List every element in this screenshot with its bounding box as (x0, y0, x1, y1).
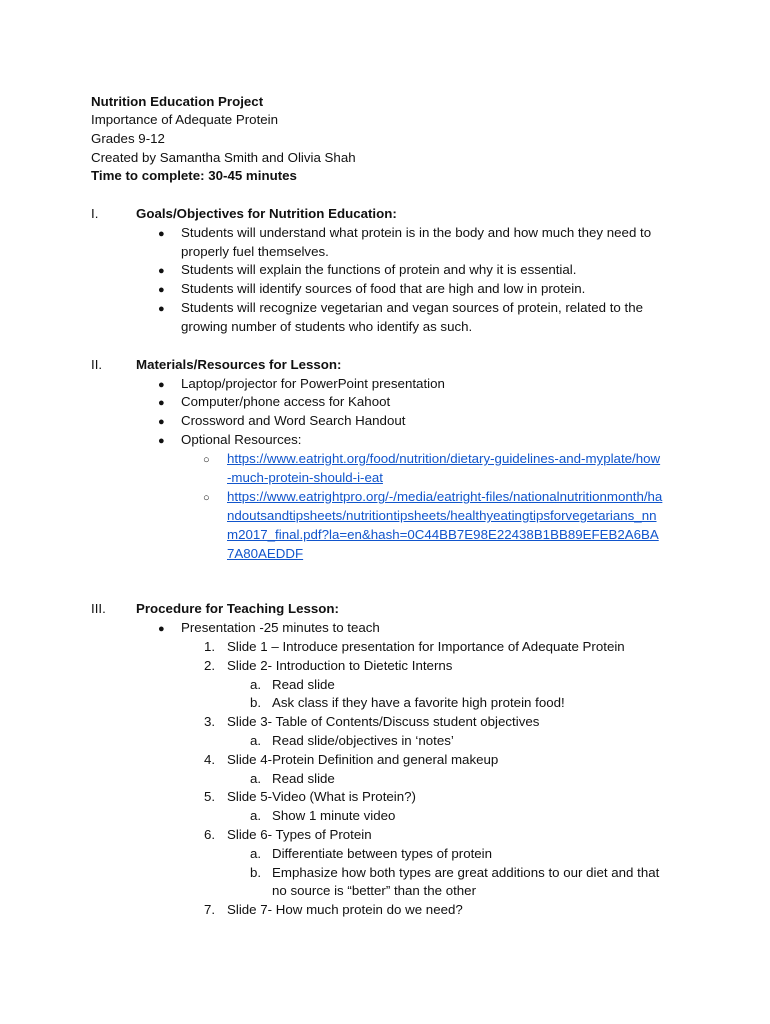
sub-item: Read slide/objectives in ‘notes’ (272, 733, 454, 748)
bullet-icon: ● (158, 397, 165, 409)
document-title: Nutrition Education Project (91, 94, 264, 109)
sub-item: Show 1 minute video (272, 808, 396, 823)
sub-item: Read slide (272, 677, 335, 692)
list-item: Computer/phone access for Kahoot (181, 394, 391, 409)
slide-item: Slide 7- How much protein do we need? (227, 902, 463, 917)
resource-link-1-line[interactable]: -much-protein-should-i-eat (227, 470, 383, 485)
resource-link-1[interactable] (227, 450, 660, 468)
bullet-icon: ● (158, 379, 165, 391)
list-item: Optional Resources: (181, 432, 302, 447)
sub-item: Ask class if they have a favorite high protein food! (272, 695, 565, 710)
bullet-icon: ● (158, 303, 165, 315)
slide-item: Slide 1 – Introduce presentation for Importance of Adequate Protein (227, 639, 625, 654)
list-item: Laptop/projector for PowerPoint presentation (181, 376, 445, 391)
slide-number: 7. (204, 902, 216, 917)
bullet-icon: ● (158, 228, 165, 240)
resource-link-2-line[interactable]: https://www.eatrightpro.org/-/media/eatright-files/nationalnutritionmonth/ha (227, 489, 663, 504)
sub-letter: a. (250, 846, 262, 861)
resource-link-2-cont[interactable] (227, 545, 303, 563)
bullet-icon: ● (158, 284, 165, 296)
slide-item: Slide 2- Introduction to Dietetic Interns (227, 658, 453, 673)
resource-link-2-line[interactable]: ndoutsandtipsheets/nutritiontipsheets/healthyeatingtipsforvegetarians_nn (227, 508, 657, 523)
resource-link-1-cont[interactable] (227, 469, 383, 487)
sub-letter: a. (250, 677, 262, 692)
section-numeral-materials: II. (91, 357, 103, 372)
section-numeral-procedure: III. (91, 601, 106, 616)
section-numeral-goals: I. (91, 206, 99, 221)
resource-link-2-line[interactable]: 7A80AEDDF (227, 546, 304, 561)
section-heading-goals: Goals/Objectives for Nutrition Education: (136, 206, 397, 221)
grades-line: Grades 9-12 (91, 131, 165, 146)
sub-item: Read slide (272, 771, 335, 786)
resource-link-2[interactable] (227, 488, 662, 506)
slide-item: Slide 5-Video (What is Protein?) (227, 789, 416, 804)
sub-letter: a. (250, 771, 262, 786)
slide-number: 3. (204, 714, 216, 729)
list-item: Students will understand what protein is in the body and how much they need to (181, 225, 652, 240)
sub-letter: b. (250, 695, 262, 710)
bullet-icon: ● (158, 435, 165, 447)
time-line: Time to complete: 30-45 minutes (91, 168, 297, 183)
sub-item: Emphasize how both types are great additions to our diet and that (272, 865, 660, 880)
sub-letter: a. (250, 808, 262, 823)
slide-number: 4. (204, 752, 216, 767)
authors-line: Created by Samantha Smith and Olivia Shah (91, 150, 356, 165)
slide-item: Slide 6- Types of Protein (227, 827, 372, 842)
resource-link-1-line[interactable]: https://www.eatright.org/food/nutrition/dietary-guidelines-and-myplate/how (227, 451, 661, 466)
slide-item: Slide 3- Table of Contents/Discuss student objectives (227, 714, 540, 729)
resource-link-2-cont[interactable] (227, 507, 657, 525)
bullet-icon: ● (158, 416, 165, 428)
sub-letter: b. (250, 865, 262, 880)
bullet-icon: ● (158, 623, 165, 635)
document-subtitle: Importance of Adequate Protein (91, 112, 279, 127)
sub-item: Differentiate between types of protein (272, 846, 493, 861)
section-heading-materials: Materials/Resources for Lesson: (136, 357, 342, 372)
hollow-bullet-icon: ○ (203, 454, 210, 466)
presentation-bullet: Presentation -25 minutes to teach (181, 620, 380, 635)
list-item-continuation: growing number of students who identify as such. (181, 319, 473, 334)
slide-item: Slide 4-Protein Definition and general makeup (227, 752, 499, 767)
list-item: Students will recognize vegetarian and vegan sources of protein, related to the (181, 300, 643, 315)
section-heading-procedure: Procedure for Teaching Lesson: (136, 601, 339, 616)
list-item-continuation: properly fuel themselves. (181, 244, 329, 259)
slide-number: 1. (204, 639, 216, 654)
hollow-bullet-icon: ○ (203, 492, 210, 504)
list-item: Students will explain the functions of protein and why it is essential. (181, 262, 577, 277)
list-item: Crossword and Word Search Handout (181, 413, 406, 428)
slide-number: 2. (204, 658, 216, 673)
slide-number: 5. (204, 789, 216, 804)
sub-letter: a. (250, 733, 262, 748)
bullet-icon: ● (158, 265, 165, 277)
list-item: Students will identify sources of food that are high and low in protein. (181, 281, 586, 296)
resource-link-2-cont[interactable] (227, 526, 659, 544)
slide-number: 6. (204, 827, 216, 842)
sub-item-continuation: no source is “better” than the other (272, 883, 476, 898)
resource-link-2-line[interactable]: m2017_final.pdf?la=en&hash=0C44BB7E98E22438B1BB89EFEB2A6BA (227, 527, 659, 542)
